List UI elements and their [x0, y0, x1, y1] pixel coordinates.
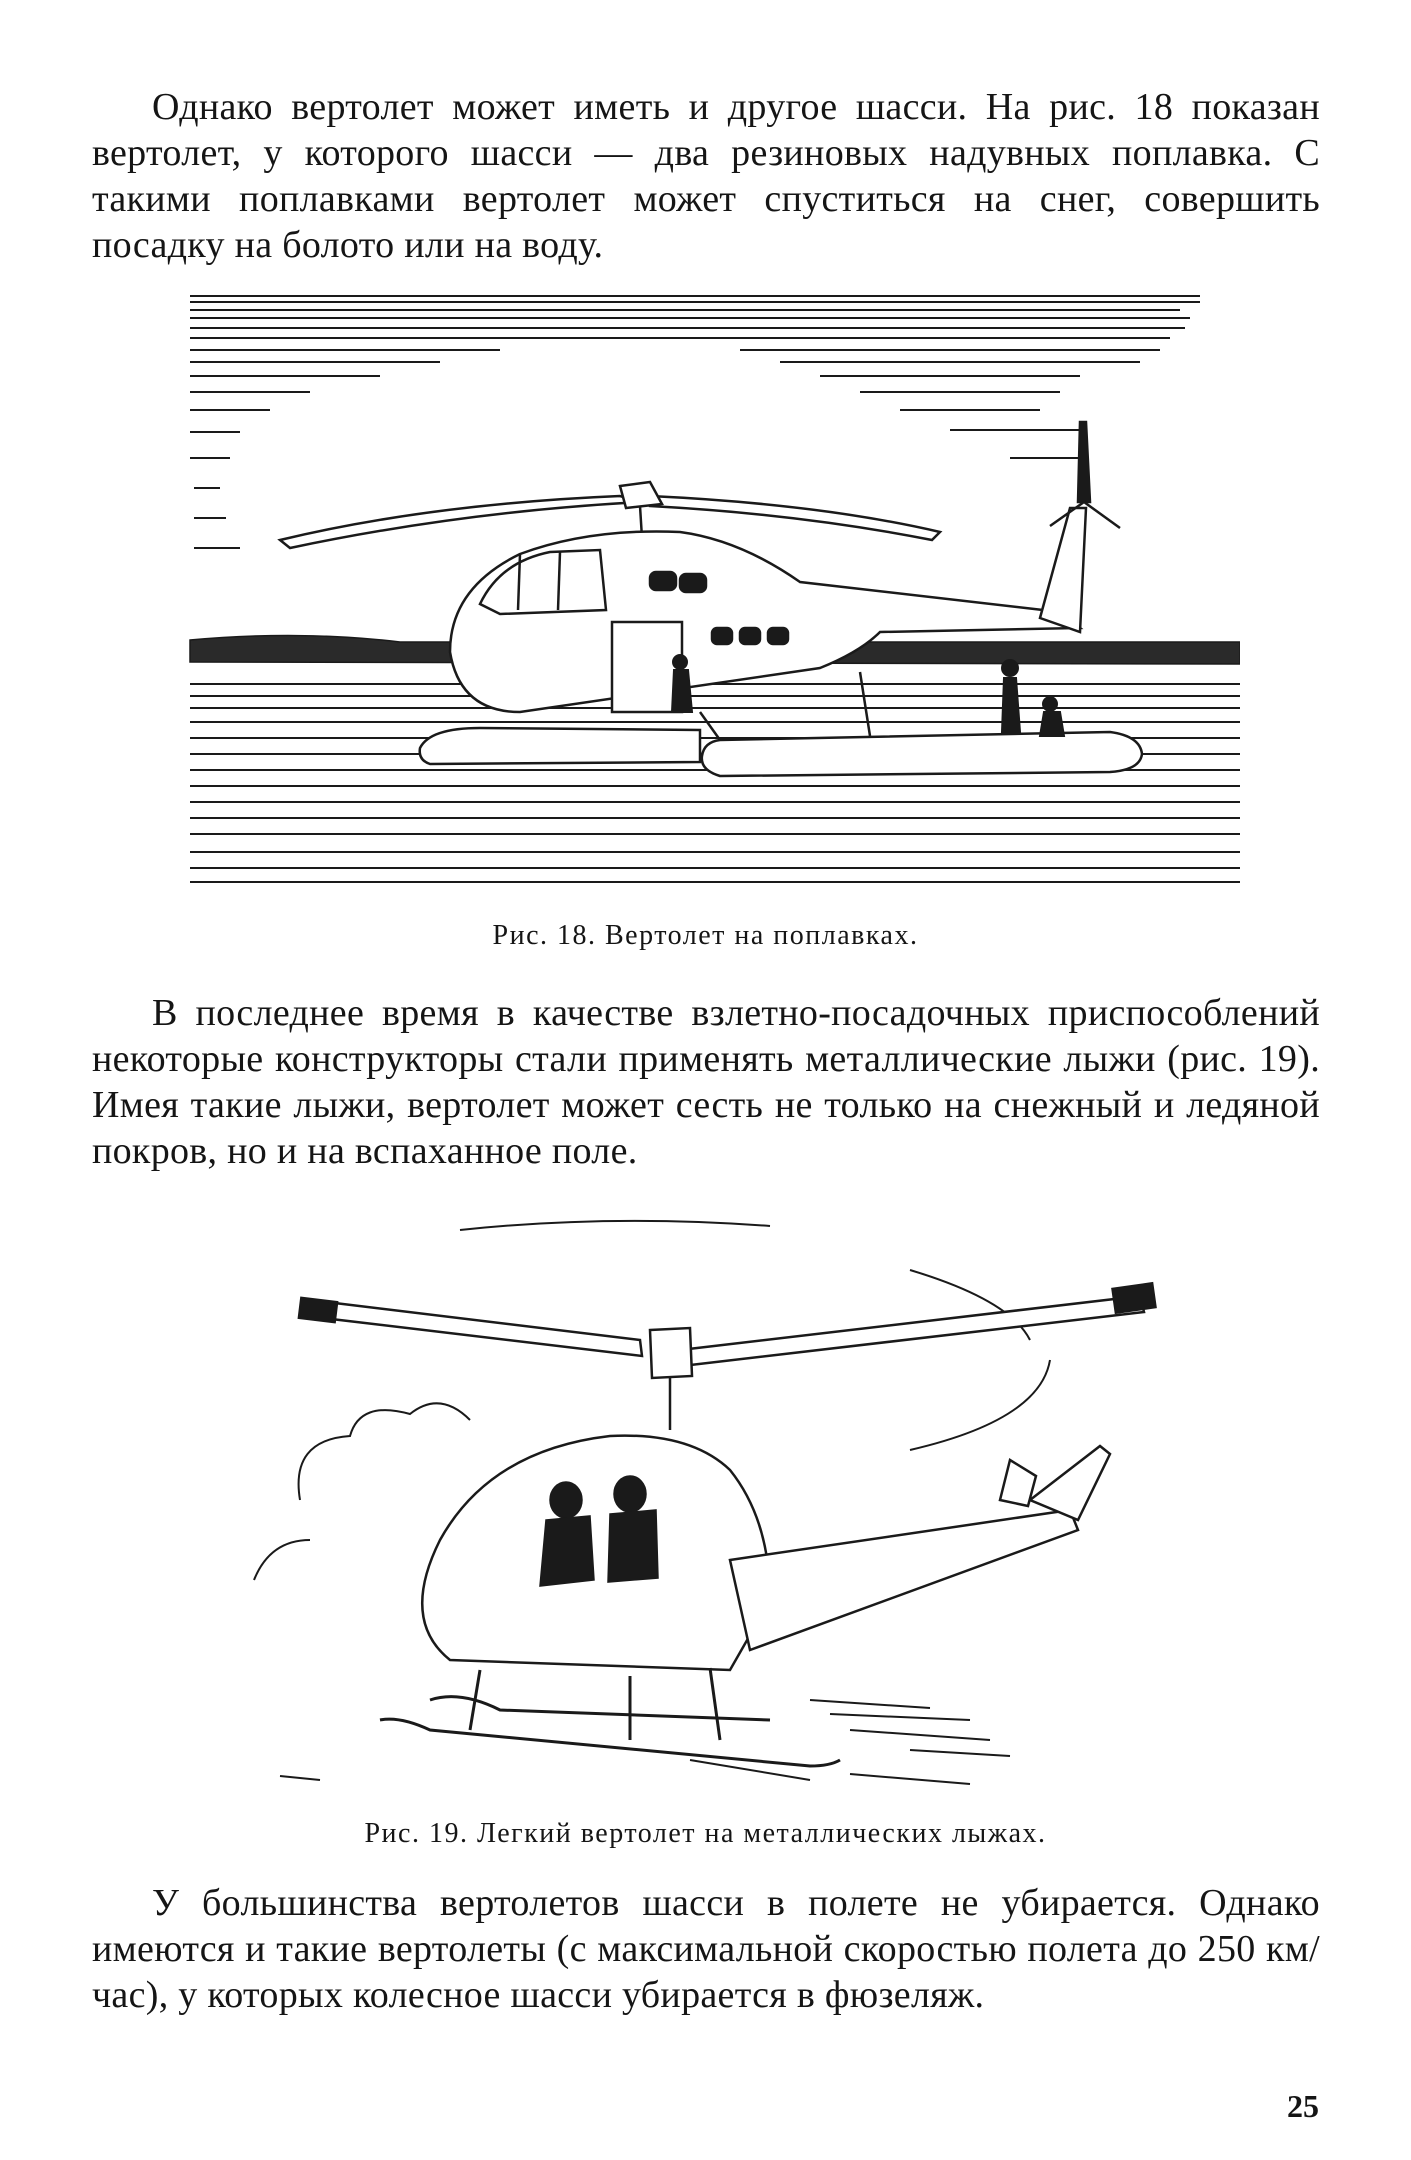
helicopter-on-floats-illustration	[180, 292, 1240, 892]
right-float	[702, 732, 1142, 776]
paragraph-retractable-gear	[92, 1880, 1320, 2018]
paragraph-skis-text: В последнее время в качестве взлетно-посадочных приспособлений некоторые конструкторы стали применять металлические лыжи (рис. 19). Имея такие лыжи, вертолет может сесть не только на снежный и ледяной покров, но и на вспаханное поле.	[92, 992, 1320, 1172]
paragraph-retractable-gear-text: У большинства вертолетов шасси в полете не убирается. Однако имеются и такие вертолеты (с максимальной скоростью полета до 250 км/час), у которых колесное шасси убирается в фюзеляж.	[92, 1882, 1320, 2016]
sky-hatching	[190, 296, 1200, 548]
left-float	[420, 728, 700, 764]
helicopter-on-skis-illustration	[210, 1200, 1200, 1800]
page-number: 25	[1287, 2088, 1319, 2124]
cabin-door	[612, 622, 682, 712]
rotor-motion-arc	[460, 1221, 770, 1230]
main-rotor	[306, 1300, 642, 1356]
paragraph-floats	[92, 84, 1320, 268]
landing-skids	[380, 1668, 840, 1766]
tail-fin	[1030, 1446, 1110, 1520]
cabin	[422, 1436, 770, 1670]
paragraph-floats-text: Однако вертолет может иметь и другое шасси. На рис. 18 показан вертолет, у которого шасси — два резиновых надувных поплавка. С такими поплавками вертолет может спуститься на снег, совершить посадку на болото или на воду.	[92, 86, 1320, 266]
cockpit-window	[480, 550, 606, 614]
tail-boom	[730, 1510, 1078, 1650]
tail-fin	[1040, 508, 1086, 632]
tail-rotor	[1078, 422, 1090, 502]
rotor-hub	[650, 1328, 692, 1378]
figure-18-caption: Рис. 18. Вертолет на поплавках.	[492, 920, 919, 951]
motion-dashes	[280, 1700, 1010, 1784]
water-hatching	[190, 684, 1240, 882]
cloud	[299, 1403, 470, 1500]
figure-19-caption: Рис. 19. Легкий вертолет на металлических лыжах.	[364, 1818, 1047, 1849]
paragraph-skis	[92, 990, 1320, 1174]
